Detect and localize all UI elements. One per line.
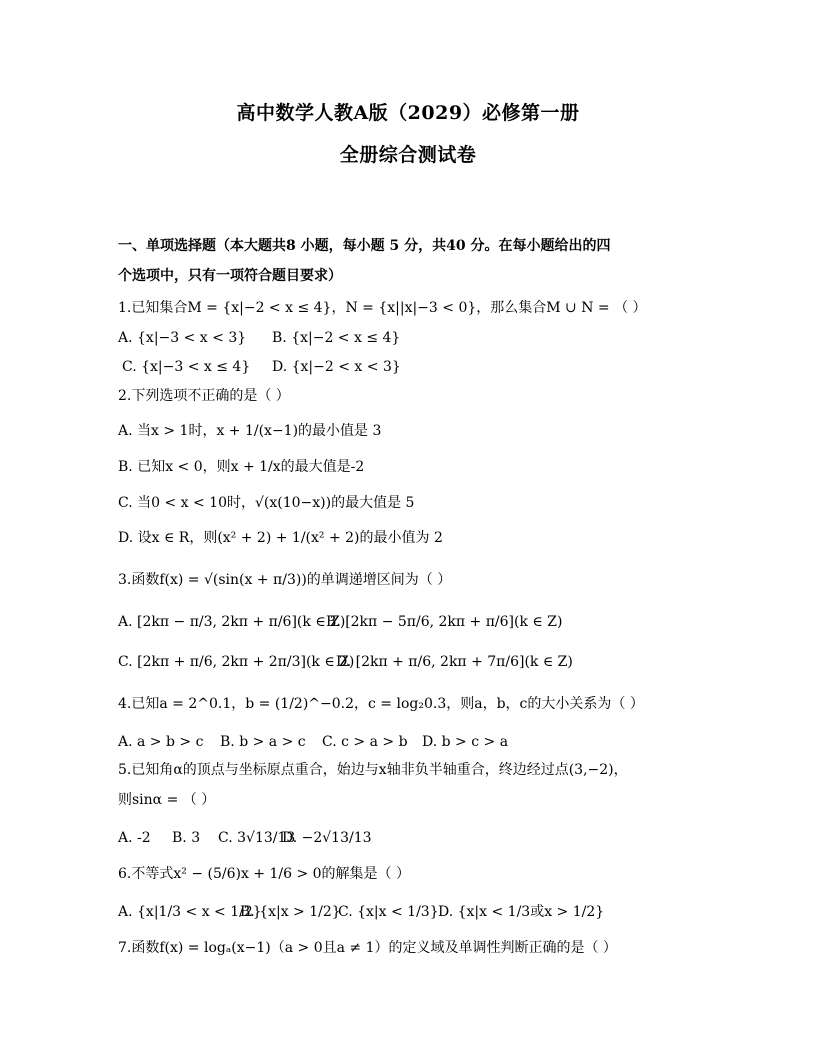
- question-1-stem: 1.已知集合M = {x|−2 < x ≤ 4}，N = {x||x|−3 < 0}，那么集合M ∪ N = （ ）: [118, 300, 647, 316]
- question-3-option-d: D. [2kπ + π/6, 2kπ + 7π/6](k ∈ Z): [336, 654, 573, 670]
- question-3-option-b: B. [2kπ − 5π/6, 2kπ + π/6](k ∈ Z): [326, 614, 563, 630]
- question-6-option-c: C. {x|x < 1/3}: [338, 904, 439, 920]
- section-header-line-1: 一、单项选择题（本大题共8 小题，每小题 5 分，共40 分。在每小题给出的四: [118, 238, 611, 254]
- document-title: 高中数学人教A版（2029）必修第一册: [236, 102, 580, 124]
- question-2-option-d: D. 设x ∈ R，则(x² + 2) + 1/(x² + 2)的最小值为 2: [118, 530, 443, 546]
- question-2-option-b: B. 已知x < 0，则x + 1/x的最大值是-2: [118, 459, 365, 475]
- question-6-option-a: A. {x|1/3 < x < 1/2}: [118, 904, 262, 920]
- question-5-option-c: C. 3√13/13: [218, 830, 296, 846]
- question-5-option-d: D. −2√13/13: [282, 830, 372, 846]
- section-header-line-2: 个选项中，只有一项符合题目要求）: [118, 268, 342, 284]
- question-6-stem: 6.不等式x² − (5/6)x + 1/6 > 0的解集是（ ）: [118, 866, 410, 882]
- question-6-option-b: B. {x|x > 1/2}: [240, 904, 341, 920]
- question-4-option-c: C. c > a > b: [322, 734, 408, 750]
- question-2-option-a: A. 当x > 1时，x + 1/(x−1)的最小值是 3: [118, 423, 382, 439]
- question-5-stem-line-1: 5.已知角α的顶点与坐标原点重合，始边与x轴非负半轴重合，终边经过点(3,−2)，: [118, 762, 628, 778]
- question-2-option-c: C. 当0 < x < 10时，√(x(10−x))的最大值是 5: [118, 495, 415, 511]
- question-1-option-c: C. {x|−3 < x ≤ 4}: [122, 359, 251, 375]
- question-4-option-b: B. b > a > c: [220, 734, 306, 750]
- question-2-stem: 2.下列选项不正确的是（ ）: [118, 388, 290, 404]
- question-1-option-d: D. {x|−2 < x < 3}: [272, 359, 401, 375]
- question-6-option-d: D. {x|x < 1/3或x > 1/2}: [438, 904, 605, 920]
- question-3-option-a: A. [2kπ − π/3, 2kπ + π/6](k ∈ Z): [118, 614, 346, 630]
- question-7-stem: 7.函数f(x) = logₐ(x−1)（a > 0且a ≠ 1）的定义域及单调性判断正确的是（ ）: [118, 940, 617, 956]
- question-3-stem: 3.函数f(x) = √(sin(x + π/3))的单调递增区间为（ ）: [118, 572, 452, 588]
- question-1-option-a: A. {x|−3 < x < 3}: [118, 330, 247, 346]
- question-5-stem-line-2: 则sinα = （ ）: [118, 792, 216, 808]
- question-4-stem: 4.已知a = 2^0.1，b = (1/2)^−0.2，c = log₂0.3，则a，b，c的大小关系为（ ）: [118, 696, 644, 712]
- document-subtitle: 全册综合测试卷: [339, 144, 477, 166]
- question-4-option-d: D. b > c > a: [422, 734, 509, 750]
- question-4-option-a: A. a > b > c: [118, 734, 204, 750]
- question-3-option-c: C. [2kπ + π/6, 2kπ + 2π/3](k ∈ Z): [118, 654, 355, 670]
- question-1-option-b: B. {x|−2 < x ≤ 4}: [272, 330, 401, 346]
- question-5-option-b: B. 3: [172, 830, 201, 846]
- question-5-option-a: A. -2: [118, 830, 151, 846]
